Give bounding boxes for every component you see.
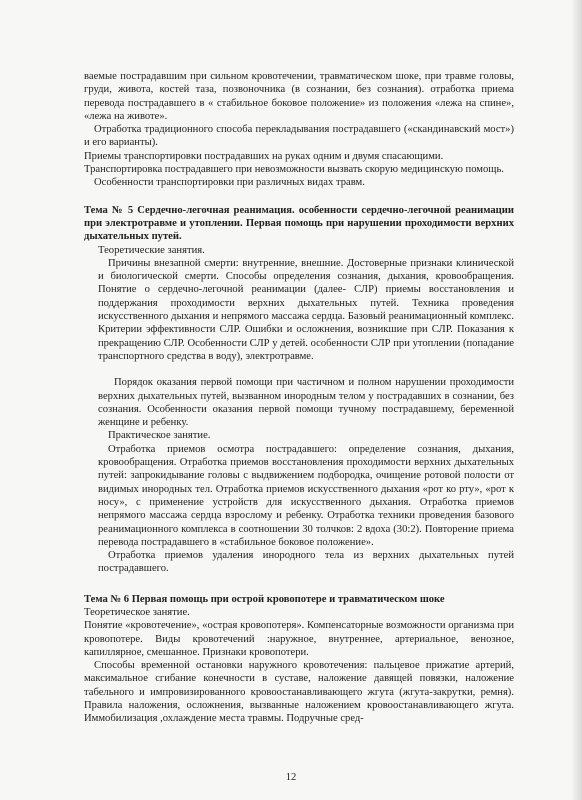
page-edge-shadow: [572, 0, 582, 800]
paragraph: Отработка приемов удаления инородного тела из верхних дыхательных путей пострадавшего.: [98, 550, 514, 575]
paragraph: Причины внезапной смерти: внутренние, внешние. Достоверные признаки клинической и биологической смерти. Способы определения сознания, дыхания, кровообращения. Понятие о сердечно-легочной реанимации (далее- СЛР) приемы восстановления и поддержания проходимости верхних дыхательных путей. Техника проведения искусственного дыхания и непрямого массажа сердца. Базовый реанимационный комплекс. Критерии эффективности СЛР. Ошибки и осложнения, возникшие при СЛР. Показания к прекращению СЛР. Особенности СЛР у детей. особенности СЛР при утоплении (попадание транспортного средства в воду), электротравме.: [98, 257, 514, 362]
paragraph: Порядок оказания первой помощи при частичном и полном нарушении проходимости верхних дыхательных путей, вызванном инородным телом у пострадавших в сознании, без сознания. Особенности оказания первой помощи тучному пострадавшему, беременной женщине и ребенку.: [98, 377, 514, 429]
paragraph: Способы временной остановки наружного кровотечения: пальцевое прижатие артерий, максимальное сгибание конечности в суставе, наложение давящей повязки, наложение табельного и импровизированного кровоостанавливающего жгута (жгута-закрутки, ремня). Правила наложения, осложнения, вызванные наложением кровоостанавливающего жгута. Иммобилизация ,охлаждение места травмы. Подручные сред-: [84, 660, 514, 725]
theory-label: Теоретические занятия.: [98, 244, 205, 256]
paragraph: Особенности транспортировки при различных видах травм.: [94, 177, 365, 189]
paragraph: Отработка приемов осмотра пострадавшего: определение сознания, дыхания, кровообращения. Отработка приемов восстановления проходимости верхних дыхательных путей: запрокидывание головы с выдвижением подбородка, очищение ротовой полости от видимых инородных тел. Отработка приемов искусственного дыхания «рот ко рту», «рот к носу», с применение устройств для искусственного дыхания. Отработка приемов непрямого массажа сердца взрослому и ребенку. Отработка техники проведения базового реанимационного комплекса в соотношении 30 толчков: 2 вдоха (30:2). Повторение приема перевода пострадавшего в «стабильное боковое положение».: [98, 443, 514, 548]
paragraph: Транспортировка пострадавшего при невозможности вызвать скорую медицинскую помощь.: [84, 164, 504, 176]
page-content: [84, 70, 514, 726]
paragraph: ваемые пострадавшим при сильном кровотечении, травматическом шоке, при травме головы, груди, живота, костей таза, позвоночника (в сознании, без сознания). отработка приема перевода пострадавшего в « стабильное боковое положение» из положения «лежа на спине», «лежа на животе».: [84, 71, 514, 122]
paragraph: Отработка традиционного способа перекладывания пострадавшего («скандинавский мост») и его варианты).: [84, 124, 514, 149]
practice-label: Практическое занятие.: [108, 430, 211, 442]
topic-5-heading: Тема № 5 Сердечно-легочная реанимация. особенности сердечно-легочной реанимации при электротравме и утоплении. Первая помощь при нарушении проходимости верхних дыхательных путей.: [84, 204, 514, 243]
paragraph: Понятие «кровотечение», «острая кровопотеря». Компенсаторные возможности организма при кровопотере. Виды кровотечений :наружное, внутреннее, артериальное, венозное, капиллярное, смешанное. Признаки кровопотери.: [84, 620, 514, 658]
page-number: 12: [285, 772, 297, 783]
paragraph: Приемы транспортировки пострадавших на руках одним и двумя спасающими.: [84, 150, 444, 162]
topic-6-heading: Тема № 6 Первая помощь при острой кровопотере и травматическом шоке: [84, 593, 445, 605]
theory-label: Теоретическое занятие.: [84, 606, 190, 618]
